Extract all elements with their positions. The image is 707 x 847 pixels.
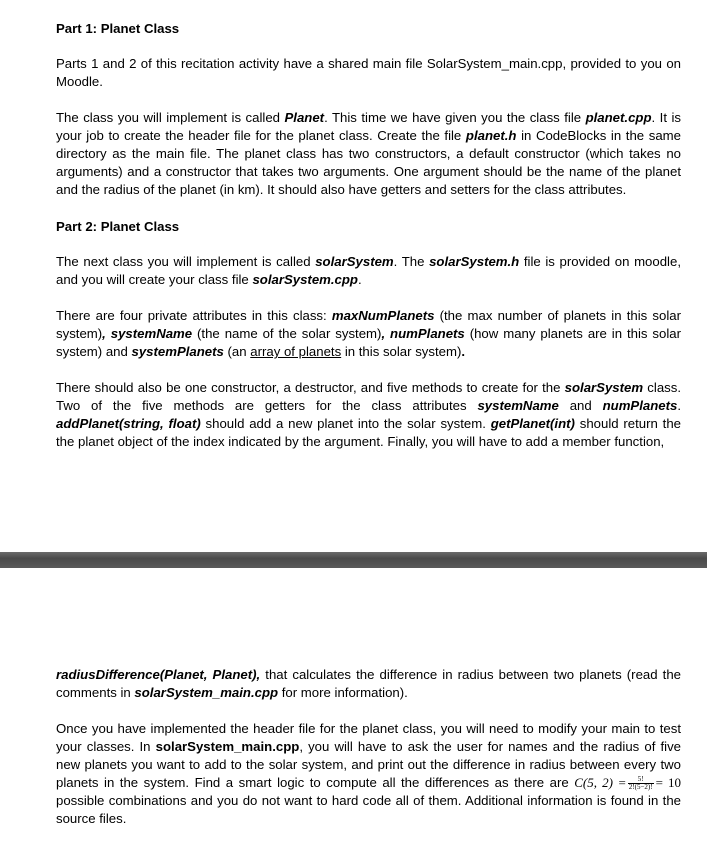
page-separator [0,552,707,568]
part1-heading: Part 1: Planet Class [56,21,180,36]
part2-paragraph-2: There are four private attributes in this class: maxNumPlanets (the max number of planets in this solar system), systemName (the name of the solar system), numPlanets (how many planets are in this solar system) and systemPlanets (an array of planets in this solar system). [56,308,682,359]
part2-paragraph-1: The next class you will implement is called solarSystem. The solarSystem.h file is provided on moodle, and you will create your class file solarSystem.cpp. [56,254,681,287]
part1-paragraph-2: The class you will implement is called Planet. This time we have given you the class file planet.cpp. It is your job to create the header file for the planet class. Create the file planet.h in CodeBlocks in the same directory as the main file. The planet class has two constructors, a default constructor (which takes no arguments) and a constructor that takes two arguments. One argument should be the name of the planet and the radius of the planet (in km). It should also have getters and setters for the class attributes. [56,110,681,197]
combination-expression: C(5, 2) [574,775,613,790]
part1-paragraph-1: Parts 1 and 2 of this recitation activity have a shared main file SolarSystem_main.cpp, provided to you on Moodle. [56,56,681,89]
document-page-2 [0,568,707,847]
page2-paragraph-1: radiusDifference(Planet, Planet), that calculates the difference in radius between two planets (read the comments in solarSystem_main.cpp for more information). [56,667,681,700]
factorial-fraction: $\frac{5!}{2!(5-2)!}$ [628,775,653,792]
part2-heading: Part 2: Planet Class [56,219,180,234]
page2-paragraph-2: Once you have implemented the header file for the planet class, you will need to modify your main to test your classes. In solarSystem_main.cpp, you will have to ask the user for names and the radius of five new planets you want to add to the solar system, and print out the difference in radius between every two planets in the system. Find a smart logic to compute all the differences as there are C(5, 2) = $\frac{5!}{2!(5-2)!}$ = 10 possible combinations and you do not want to hard code all of them. Additional information is found in the source files. [56,721,681,826]
part2-paragraph-3: There should also be one constructor, a destructor, and five methods to create for the solarSystem class. Two of the five methods are getters for the class attributes systemName and numPlanets. addPlanet(string, float) should add a new planet into the solar system. getPlanet(int) should return the the planet object of the index indicated by the argument. Finally, you will have to add a member function, [56,380,681,449]
